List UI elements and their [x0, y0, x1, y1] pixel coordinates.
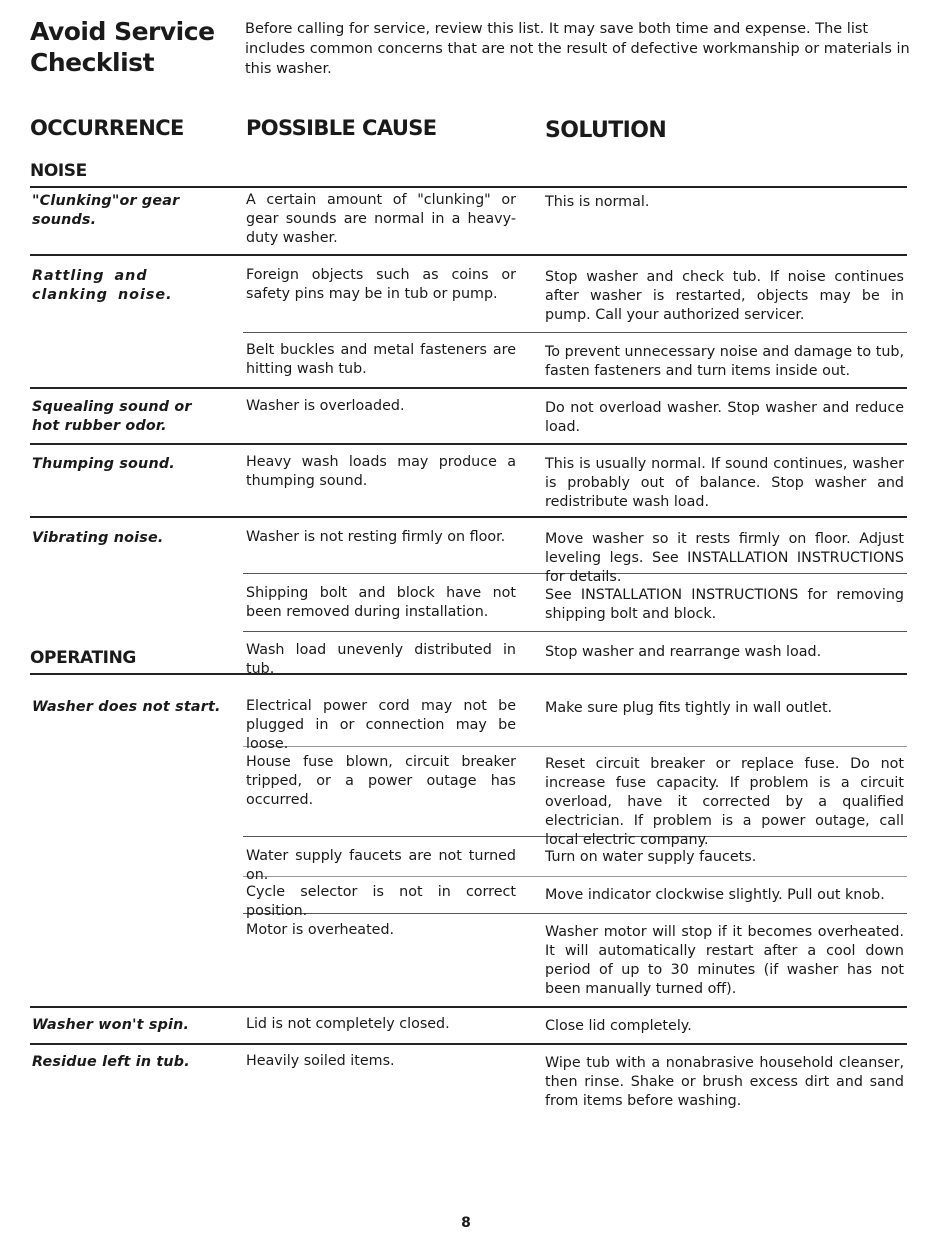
solution-cell: Make sure plug fits tightly in wall outlet. — [545, 700, 833, 716]
page-number: 8 — [461, 1215, 471, 1231]
solution-cell: Move indicator clockwise slightly. Pull out knob. — [545, 887, 885, 903]
rule-row-separator — [30, 443, 907, 445]
intro-text: Before calling for service, review this list. It may save both time and expense. The list includes common concerns that are not the result of defective workmanship or materials in this washer. — [245, 21, 910, 77]
header-possible-cause: POSSIBLE CAUSE — [246, 116, 437, 140]
solution-cell: Move washer so it rests firmly on floor. Adjust leveling legs. See INSTALLATION INSTRUCTIONS for details. — [545, 531, 904, 585]
occurrence-squealing: Squealing sound or hot rubber odor. — [32, 399, 192, 434]
cause-cell: Washer is overloaded. — [246, 398, 405, 414]
solution-cell: Stop washer and rearrange wash load. — [545, 644, 822, 660]
cause-cell: A certain amount of "clunking" or gear sounds are normal in a heavy-duty washer. — [246, 192, 516, 246]
cause-cell: Heavily soiled items. — [246, 1053, 395, 1069]
occurrence-wont-spin: Washer won't spin. — [32, 1017, 190, 1033]
solution-cell: Wipe tub with a nonabrasive household cleanser, then rinse. Shake or brush excess dirt and sand from items before washing. — [545, 1055, 904, 1109]
rule-row-separator — [30, 1006, 907, 1008]
header-occurrence: OCCURRENCE — [30, 116, 184, 140]
solution-cell: Turn on water supply faucets. — [545, 849, 757, 865]
section-noise: NOISE — [30, 161, 87, 181]
occurrence-does-not-start: Washer does not start. — [32, 699, 221, 715]
rule-subrow-separator — [243, 332, 907, 333]
rule-row-separator — [30, 254, 907, 256]
occurrence-thumping: Thumping sound. — [32, 456, 175, 472]
cause-cell: Motor is overheated. — [246, 922, 395, 938]
solution-cell: To prevent unnecessary noise and damage to tub, fasten fasteners and turn items inside out. — [545, 344, 904, 379]
solution-cell: Stop washer and check tub. If noise continues after washer is restarted, objects may be in pump. Call your authorized servicer. — [545, 269, 904, 323]
rule-row-separator — [30, 387, 907, 389]
occurrence-vibrating: Vibrating noise. — [32, 530, 164, 546]
solution-cell: Reset circuit breaker or replace fuse. Do not increase fuse capacity. If problem is a circuit overload, have it corrected by a qualified electrician. If problem is a power outage, call local electric company. — [545, 756, 904, 848]
rule-noise-top — [30, 186, 907, 188]
solution-cell: This is normal. — [545, 194, 650, 210]
cause-cell: Electrical power cord may not be plugged in or connection may be loose. — [246, 698, 516, 752]
cause-cell: Washer is not resting firmly on floor. — [246, 529, 506, 545]
rule-subrow-separator — [243, 631, 907, 632]
solution-cell: See INSTALLATION INSTRUCTIONS for removing shipping bolt and block. — [545, 587, 904, 622]
cause-cell: Cycle selector is not in correct position. — [246, 884, 516, 919]
cause-cell: Lid is not completely closed. — [246, 1016, 450, 1032]
header-solution: SOLUTION — [545, 118, 667, 143]
cause-cell: Belt buckles and metal fasteners are hitting wash tub. — [246, 342, 516, 377]
cause-cell: Water supply faucets are not turned on. — [246, 848, 516, 883]
page-title: Avoid Service Checklist — [30, 17, 215, 77]
cause-cell: Shipping bolt and block have not been removed during installation. — [246, 585, 516, 620]
cause-cell: Foreign objects such as coins or safety pins may be in tub or pump. — [246, 267, 516, 302]
cause-cell: House fuse blown, circuit breaker tripped, or a power outage has occurred. — [246, 754, 516, 808]
occurrence-residue: Residue left in tub. — [32, 1054, 190, 1070]
solution-cell: This is usually normal. If sound continues, washer is probably out of balance. Stop washer and redistribute wash load. — [545, 456, 904, 510]
rule-row-separator — [30, 1043, 907, 1045]
section-operating: OPERATING — [30, 648, 136, 668]
cause-cell: Wash load unevenly distributed in tub. — [246, 642, 516, 677]
rule-row-separator — [30, 516, 907, 518]
solution-cell: Do not overload washer. Stop washer and reduce load. — [545, 400, 904, 435]
occurrence-rattling: Rattling and clanking noise. — [32, 268, 173, 303]
cause-cell: Heavy wash loads may produce a thumping sound. — [246, 454, 516, 489]
solution-cell: Close lid completely. — [545, 1018, 692, 1034]
solution-cell: Washer motor will stop if it becomes overheated. It will automatically restart after a cool down period of up to 30 minutes (if washer has not been manually turned off). — [545, 924, 904, 997]
occurrence-clunking: "Clunking"or gear sounds. — [32, 193, 180, 228]
